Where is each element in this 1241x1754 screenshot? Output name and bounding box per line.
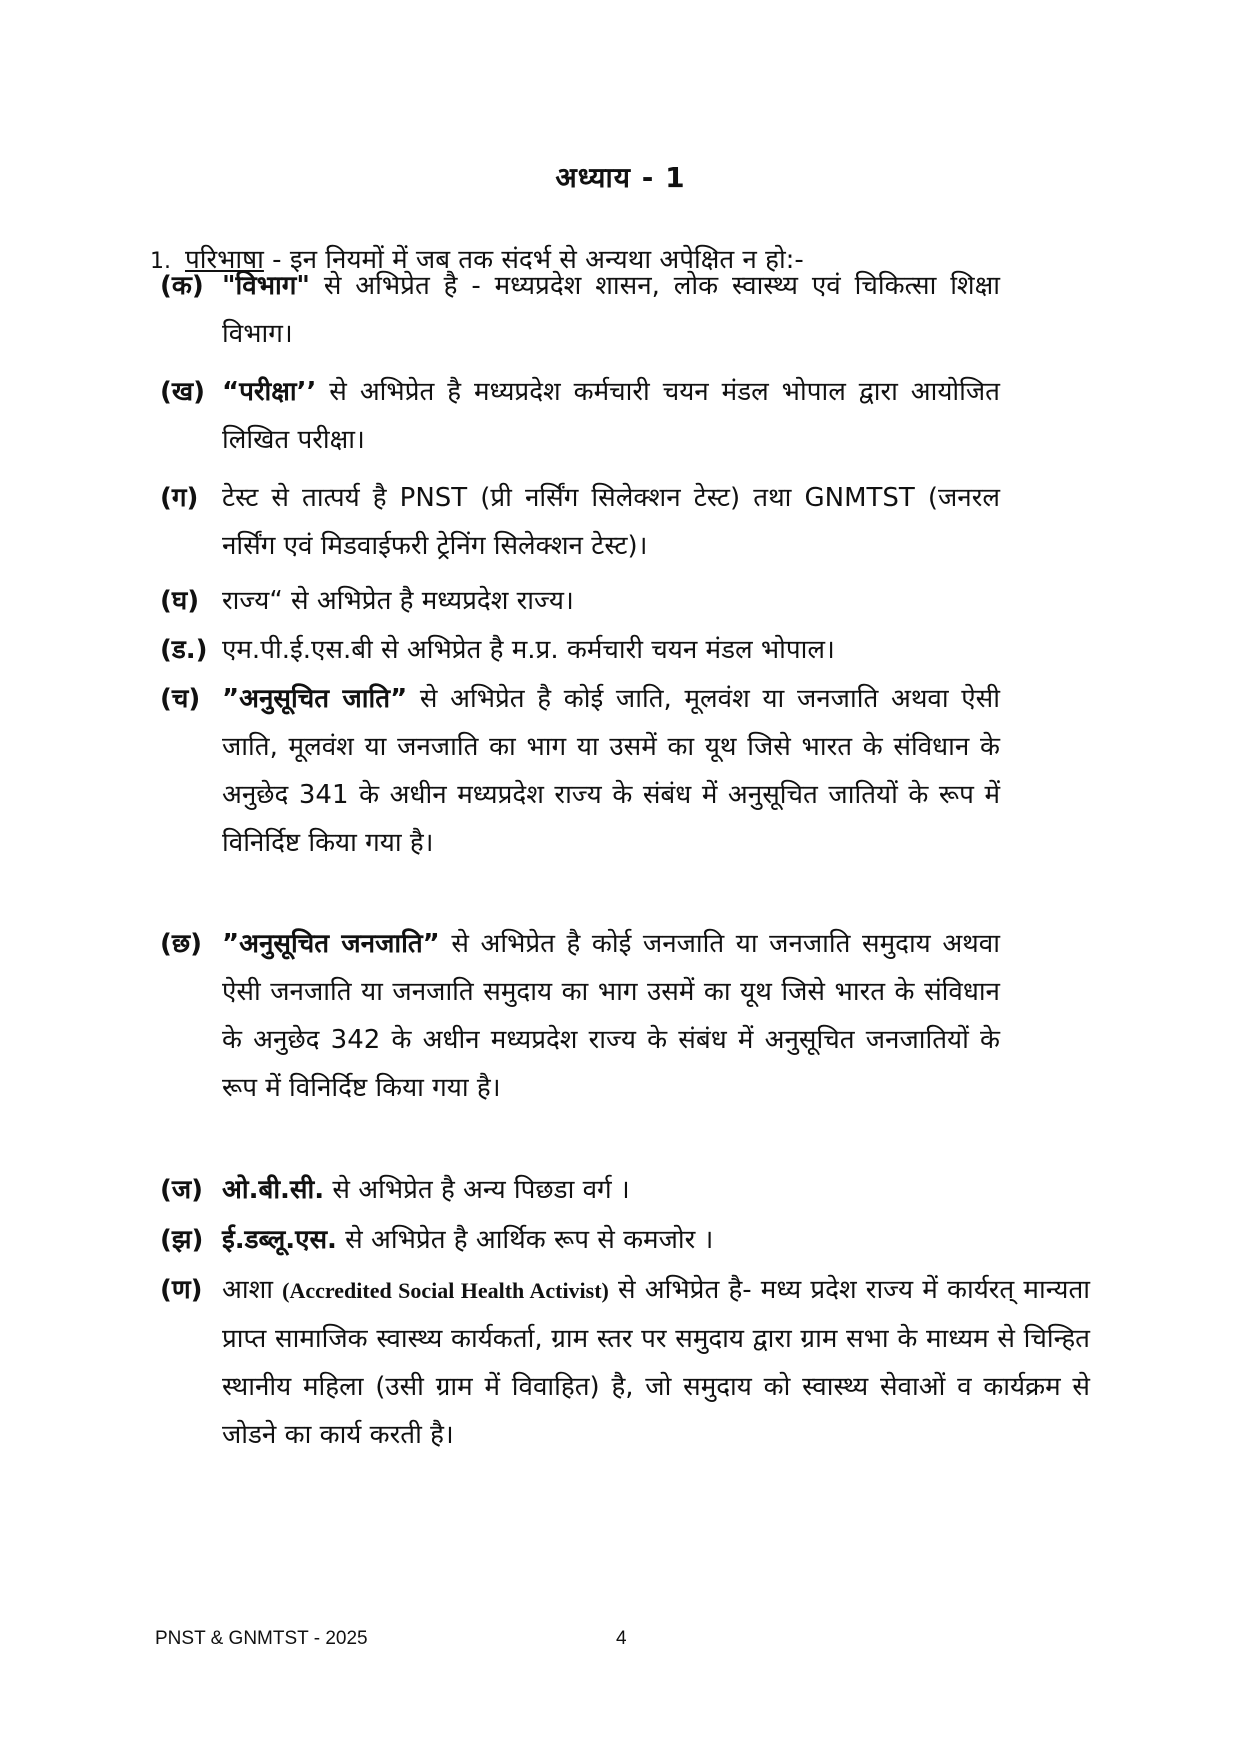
section-number: 1.: [150, 249, 171, 274]
definition-jha: [160, 1216, 1000, 1264]
definition-text: से अभिप्रेत है अन्य पिछडा वर्ग ।: [324, 1175, 630, 1205]
definition-na: [160, 1266, 1090, 1459]
definition-gha: [160, 577, 1000, 625]
definition-text: से अभिप्रेत है- मध्य प्रदेश राज्य में कार्यरत् मान्यता प्राप्त सामाजिक स्वास्थ्य कार्यकर्ता, ग्राम स्तर पर समुदाय द्वारा ग्राम सभा के माध्यम से चिन्हित स्थानीय महिला (उसी ग्राम में विवाहित) है, जो समुदाय को स्वास्थ्य सेवाओं व कार्यक्रम से जोडने का कार्य करती है।: [222, 1275, 1090, 1450]
chapter-title: अध्याय - 1: [555, 161, 686, 194]
definition-ga: [160, 474, 1000, 570]
definition-term: “परीक्षा’’: [222, 377, 317, 407]
definition-chha: [160, 920, 1000, 1112]
definition-label: (छ): [160, 929, 202, 959]
footer-document-title: PNST & GNMTST - 2025: [155, 1628, 368, 1649]
definition-kha: [160, 368, 1000, 464]
definition-label: (ख): [160, 377, 206, 407]
section-term: परिभाषा: [185, 245, 264, 275]
definition-label: (च): [160, 684, 201, 714]
definition-text: से अभिप्रेत है आर्थिक रूप से कमजोर ।: [336, 1225, 714, 1255]
definition-text: एम.पी.ई.एस.बी से अभिप्रेत है म.प्र. कर्मचारी चयन मंडल भोपाल।: [222, 635, 835, 665]
definition-ja: [160, 1166, 1000, 1214]
definition-label: (झ): [160, 1225, 204, 1255]
definition-cha: [160, 675, 1000, 867]
section-intro-text: - इन नियमों में जब तक संदर्भ से अन्यथा अपेक्षित न हो:-: [263, 245, 804, 275]
definition-label: (ग): [160, 483, 199, 513]
definition-text: से अभिप्रेत है कोई जनजाति या जनजाति समुदाय अथवा ऐसी जनजाति या जनजाति समुदाय का भाग उसमें का यूथ जिसे भारत के संविधान के अनुछेद 342 के अधीन मध्यप्रदेश राज्य के संबंध में अनुसूचित जनजातियों के रूप में विनिर्दिष्ट किया गया है।: [222, 929, 1000, 1103]
definition-label: (ज): [160, 1175, 204, 1205]
definition-term: "विभाग": [222, 271, 310, 301]
definition-label: (घ): [160, 586, 200, 616]
definition-da: [160, 626, 1000, 674]
definition-term: ओ.बी.सी.: [222, 1175, 325, 1205]
definition-label: (ण): [160, 1275, 203, 1305]
definition-text: राज्य“ से अभिप्रेत है मध्यप्रदेश राज्य।: [222, 586, 574, 616]
definition-term: ”अनुसूचित जनजाति”: [222, 929, 440, 959]
definition-term: ई.डब्लू.एस.: [222, 1225, 337, 1255]
definition-english-term: (Accredited Social Health Activist): [282, 1278, 609, 1303]
definition-text: से अभिप्रेत है मध्यप्रदेश कर्मचारी चयन मंडल भोपाल द्वारा आयोजित लिखित परीक्षा।: [222, 377, 1000, 455]
definition-text: से अभिप्रेत है कोई जाति, मूलवंश या जनजाति अथवा ऐसी जाति, मूलवंश या जनजाति का भाग या उसमें का यूथ जिसे भारत के संविधान के अनुछेद 341 के अधीन मध्यप्रदेश राज्य के संबंध में अनुसूचित जातियों के रूप में विनिर्दिष्ट किया गया है।: [222, 684, 1000, 858]
definition-text: टेस्ट से तात्पर्य है PNST (प्री नर्सिंग सिलेक्शन टेस्ट) तथा GNMTST (जनरल नर्सिंग एवं मिडवाईफरी ट्रेनिंग सिलेक्शन टेस्ट)।: [222, 483, 1000, 561]
definition-label: (ड.): [160, 635, 208, 665]
definition-text-before: आशा: [222, 1275, 283, 1305]
definition-term: ”अनुसूचित जाति”: [222, 684, 408, 714]
footer-page-number: 4: [616, 1628, 627, 1649]
definition-label: (क): [160, 271, 204, 301]
definition-text: से अभिप्रेत है - मध्यप्रदेश शासन, लोक स्वास्थ्य एवं चिकित्सा शिक्षा विभाग।: [222, 271, 1000, 349]
definition-ka: [160, 262, 1000, 358]
